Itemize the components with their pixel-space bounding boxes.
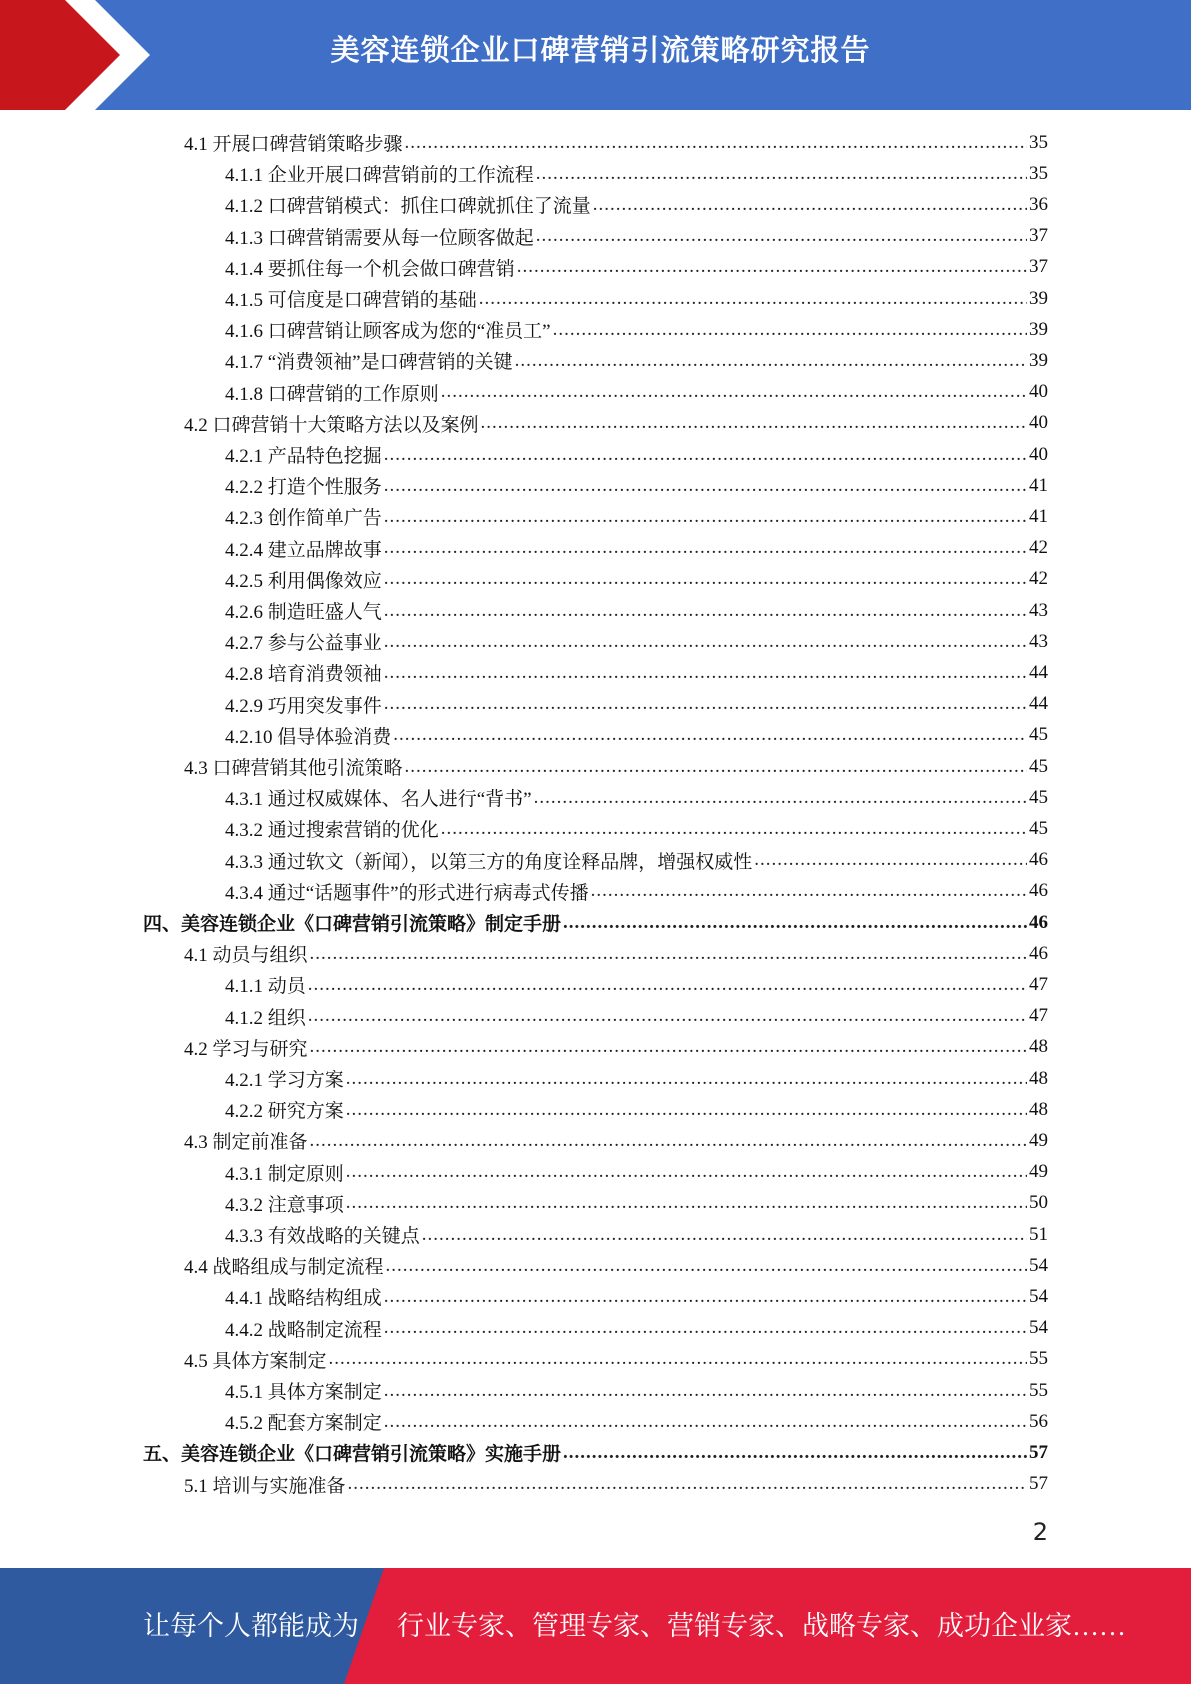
header-title: 美容连锁企业口碑营销引流策略研究报告: [330, 33, 871, 67]
toc-dot-leader: [479, 288, 1027, 310]
toc-entry[interactable]: [225, 876, 1048, 907]
toc-entry[interactable]: [225, 1001, 1048, 1032]
toc-entry[interactable]: [184, 1344, 1048, 1375]
toc-entry-title: 4.3.2 通过搜索营销的优化: [225, 820, 439, 842]
toc-entry-title: 4.2.1 学习方案: [225, 1070, 344, 1091]
toc-dot-leader: [441, 818, 1027, 840]
toc-dot-leader: [534, 787, 1027, 809]
toc-dot-leader: [384, 1317, 1027, 1339]
toc-entry-page: 36: [1029, 193, 1048, 215]
toc-entry-title: 4.2.8 培育消费领袖: [225, 664, 382, 686]
toc-dot-leader: [422, 1224, 1027, 1246]
toc-entry-title: 4.4.2 战略制定流程: [225, 1319, 382, 1341]
toc-entry[interactable]: [184, 1125, 1048, 1156]
toc-entry-title: 4.4 战略组成与制定流程: [184, 1257, 384, 1279]
toc-dot-leader: [346, 1192, 1027, 1214]
toc-entry-page: 43: [1029, 630, 1048, 652]
toc-entry-title: 4.2.10 倡导体验消费: [225, 726, 392, 748]
toc-entry-title: 4.4.1 战略结构组成: [225, 1288, 382, 1310]
toc-dot-leader: [384, 662, 1027, 684]
toc-entry[interactable]: [143, 907, 1048, 938]
toc-entry-title: 4.1.5 可信度是口碑营销的基础: [225, 290, 477, 311]
toc-entry-title: 4.2.2 研究方案: [225, 1101, 344, 1123]
toc-dot-leader: [384, 600, 1027, 622]
toc-entry[interactable]: [225, 1219, 1048, 1250]
toc-entry-title: 4.2.3 创作简单广告: [225, 508, 382, 530]
toc-dot-leader: [308, 974, 1027, 996]
toc-dot-leader: [329, 1348, 1027, 1370]
toc-entry-title: 四、美容连锁企业《口碑营销引流策略》制定手册: [143, 914, 562, 935]
toc-entry-title: 4.3 制定前准备: [184, 1132, 308, 1154]
toc-dot-leader: [553, 319, 1027, 341]
toc-entry-title: 4.1.1 动员: [225, 976, 306, 998]
toc-entry[interactable]: [225, 439, 1048, 470]
toc-entry[interactable]: [225, 533, 1048, 564]
toc-entry-page: 54: [1029, 1254, 1048, 1276]
toc-entry[interactable]: [225, 221, 1048, 252]
toc-dot-leader: [754, 849, 1027, 871]
toc-entry-page: 39: [1029, 287, 1048, 309]
toc-dot-leader: [346, 1161, 1027, 1183]
toc-dot-leader: [517, 256, 1027, 278]
footer-slogan-right: 行业专家、管理专家、营销专家、战略专家、成功企业家……: [397, 1611, 1126, 1641]
toc-entry-page: 54: [1029, 1285, 1048, 1307]
toc-entry[interactable]: [225, 1157, 1048, 1188]
toc-entry[interactable]: [225, 1094, 1048, 1125]
toc-entry-page: 46: [1029, 911, 1048, 933]
toc-entry-title: 五、美容连锁企业《口碑营销引流策略》实施手册: [143, 1444, 562, 1466]
toc-entry-page: 46: [1029, 942, 1048, 964]
toc-entry-title: 4.3.4 通过“话题事件”的形式进行病毒式传播: [225, 882, 589, 904]
toc-entry[interactable]: [225, 189, 1048, 220]
toc-entry-title: 4.1.7 “消费领袖”是口碑营销的关键: [225, 352, 513, 374]
toc-dot-leader: [591, 880, 1027, 902]
toc-entry-title: 4.1.6 口碑营销让顾客成为您的“准员工”: [225, 321, 551, 343]
toc-entry-title: 4.3.2 注意事项: [225, 1194, 344, 1216]
toc-entry-page: 47: [1029, 973, 1048, 995]
toc-entry-page: 39: [1029, 349, 1048, 371]
toc-dot-leader: [563, 912, 1027, 934]
toc-entry[interactable]: [225, 1188, 1048, 1219]
toc-entry-title: 4.1.2 口碑营销模式：抓住口碑就抓住了流量: [225, 196, 591, 218]
toc-entry-page: 45: [1029, 817, 1048, 839]
toc-entry-title: 4.1 动员与组织: [184, 945, 308, 967]
toc-entry-title: 4.3.1 通过权威媒体、名人进行“背书”: [225, 789, 532, 811]
toc-entry[interactable]: [225, 689, 1048, 720]
toc-entry[interactable]: [225, 657, 1048, 688]
toc-dot-leader: [393, 724, 1027, 746]
toc-dot-leader: [593, 194, 1027, 216]
toc-entry-page: 40: [1029, 443, 1048, 465]
toc-dot-leader: [384, 537, 1027, 559]
toc-entry-page: 48: [1029, 1067, 1048, 1089]
toc-dot-leader: [386, 1255, 1027, 1277]
toc-entry-page: 42: [1029, 537, 1048, 559]
toc-entry[interactable]: [225, 626, 1048, 657]
toc-entry[interactable]: [184, 1469, 1048, 1500]
toc-dot-leader: [384, 568, 1027, 590]
toc-entry-title: 4.1.1 企业开展口碑营销前的工作流程: [225, 165, 534, 187]
toc-entry[interactable]: [225, 470, 1048, 501]
toc-dot-leader: [441, 381, 1027, 403]
toc-dot-leader: [384, 1380, 1027, 1402]
toc-entry[interactable]: [225, 1313, 1048, 1344]
toc-entry-title: 4.2 学习与研究: [184, 1038, 308, 1060]
toc-entry-page: 44: [1029, 693, 1048, 715]
toc-entry-title: 4.5.2 配套方案制定: [225, 1413, 382, 1435]
toc-entry-page: 45: [1029, 724, 1048, 746]
toc-entry[interactable]: [184, 938, 1048, 969]
toc-entry[interactable]: [225, 501, 1048, 532]
toc-dot-leader: [563, 1442, 1027, 1464]
toc-entry-title: 4.2.6 制造旺盛人气: [225, 602, 382, 623]
toc-entry-page: 51: [1029, 1223, 1048, 1245]
toc-entry[interactable]: [225, 969, 1048, 1000]
toc-entry[interactable]: [225, 1281, 1048, 1312]
page-header: [0, 0, 1191, 110]
toc-dot-leader: [405, 132, 1027, 154]
toc-entry[interactable]: [225, 1063, 1048, 1094]
toc-dot-leader: [310, 943, 1027, 965]
toc-entry-page: 45: [1029, 786, 1048, 808]
page-footer: [0, 1568, 1191, 1684]
toc-entry[interactable]: [225, 782, 1048, 813]
toc-entry-page: 48: [1029, 1098, 1048, 1120]
toc-entry-page: 55: [1029, 1348, 1048, 1370]
toc-entry[interactable]: [184, 127, 1048, 158]
toc-entry-title: 4.2.7 参与公益事业: [225, 633, 382, 655]
toc-entry-title: 4.1.2 组织: [225, 1007, 306, 1029]
toc-entry-page: 50: [1029, 1192, 1048, 1214]
toc-entry-title: 4.2.9 巧用突发事件: [225, 695, 382, 717]
toc-entry-page: 40: [1029, 412, 1048, 434]
toc-entry-title: 4.3.3 通过软文（新闻），以第三方的角度诠释品牌，增强权威性: [225, 851, 753, 873]
toc-entry[interactable]: [143, 1437, 1048, 1468]
toc-dot-leader: [536, 163, 1027, 185]
toc-dot-leader: [536, 225, 1027, 247]
toc-entry-page: 44: [1029, 661, 1048, 683]
toc-entry-page: 57: [1029, 1473, 1048, 1495]
toc-entry-title: 4.3 口碑营销其他引流策略: [184, 758, 403, 779]
toc-entry-page: 41: [1029, 505, 1048, 527]
toc-entry-page: 49: [1029, 1161, 1048, 1183]
toc-dot-leader: [384, 475, 1027, 497]
toc-entry-title: 4.1.8 口碑营销的工作原则: [225, 383, 439, 405]
toc-dot-leader: [384, 693, 1027, 715]
toc-entry[interactable]: [184, 1032, 1048, 1063]
toc-entry-title: 4.1.3 口碑营销需要从每一位顾客做起: [225, 227, 534, 249]
toc-dot-leader: [310, 1036, 1027, 1058]
toc-dot-leader: [515, 350, 1027, 372]
toc-dot-leader: [346, 1099, 1027, 1121]
toc-entry-page: 39: [1029, 318, 1048, 340]
toc-entry-page: 56: [1029, 1410, 1048, 1432]
toc-entry-title: 4.2.4 建立品牌故事: [225, 539, 382, 561]
toc-entry-title: 4.3.1 制定原则: [225, 1163, 344, 1185]
page-number: 2: [1032, 1518, 1048, 1546]
footer-slogan-left: 让每个人都能成为: [143, 1611, 359, 1641]
toc-entry-title: 4.2.5 利用偶像效应: [225, 570, 382, 592]
toc-entry-title: 4.2.1 产品特色挖掘: [225, 446, 382, 467]
toc-entry-title: 4.3.3 有效战略的关键点: [225, 1226, 420, 1247]
toc-entry-page: 55: [1029, 1379, 1048, 1401]
toc-entry-title: 4.1.4 要抓住每一个机会做口碑营销: [225, 258, 515, 280]
toc-dot-leader: [481, 412, 1027, 434]
toc-entry-title: 4.1 开展口碑营销策略步骤: [184, 134, 403, 155]
toc-dot-leader: [310, 1130, 1027, 1152]
toc-entry[interactable]: [225, 564, 1048, 595]
toc-dot-leader: [348, 1473, 1027, 1495]
toc-entry-page: 46: [1029, 880, 1048, 902]
toc-entry-page: 37: [1029, 256, 1048, 278]
toc-entry-title: 4.5.1 具体方案制定: [225, 1382, 382, 1403]
toc-entry-page: 54: [1029, 1317, 1048, 1339]
toc-entry-page: 40: [1029, 381, 1048, 403]
toc-entry[interactable]: [225, 283, 1048, 314]
toc-entry-title: 4.2.2 打造个性服务: [225, 477, 382, 499]
toc-entry[interactable]: [225, 252, 1048, 283]
toc-dot-leader: [346, 1068, 1027, 1090]
toc-entry-page: 57: [1029, 1441, 1048, 1463]
toc-entry[interactable]: [225, 845, 1048, 876]
toc-entry-page: 47: [1029, 1005, 1048, 1027]
toc-entry-page: 45: [1029, 755, 1048, 777]
toc-entry[interactable]: [225, 158, 1048, 189]
toc-dot-leader: [384, 506, 1027, 528]
toc-entry[interactable]: [184, 751, 1048, 782]
toc-entry-page: 35: [1029, 162, 1048, 184]
toc-entry-page: 49: [1029, 1129, 1048, 1151]
toc-dot-leader: [384, 1411, 1027, 1433]
toc-entry[interactable]: [225, 595, 1048, 626]
toc-entry-page: 42: [1029, 568, 1048, 590]
toc-entry-title: 5.1 培训与实施准备: [184, 1475, 346, 1497]
toc-entry[interactable]: [184, 408, 1048, 439]
toc-entry-title: 4.2 口碑营销十大策略方法以及案例: [184, 414, 479, 436]
toc-dot-leader: [308, 1005, 1027, 1027]
toc-entry[interactable]: [225, 345, 1048, 376]
toc-entry-page: 35: [1029, 131, 1048, 153]
toc-entry[interactable]: [184, 1250, 1048, 1281]
toc-dot-leader: [384, 444, 1027, 466]
toc-entry-title: 4.5 具体方案制定: [184, 1350, 327, 1372]
toc-entry-page: 46: [1029, 849, 1048, 871]
toc-entry-page: 37: [1029, 225, 1048, 247]
toc-dot-leader: [384, 1286, 1027, 1308]
toc-entry[interactable]: [225, 1375, 1048, 1406]
toc-entry-page: 43: [1029, 599, 1048, 621]
toc-entry[interactable]: [225, 377, 1048, 408]
toc-entry-page: 41: [1029, 474, 1048, 496]
toc-entry-page: 48: [1029, 1036, 1048, 1058]
toc-entry[interactable]: [225, 1406, 1048, 1437]
toc-dot-leader: [384, 631, 1027, 653]
toc-dot-leader: [405, 756, 1027, 778]
toc-entry[interactable]: [225, 813, 1048, 844]
toc-entry[interactable]: [225, 314, 1048, 345]
toc-entry[interactable]: [225, 720, 1048, 751]
